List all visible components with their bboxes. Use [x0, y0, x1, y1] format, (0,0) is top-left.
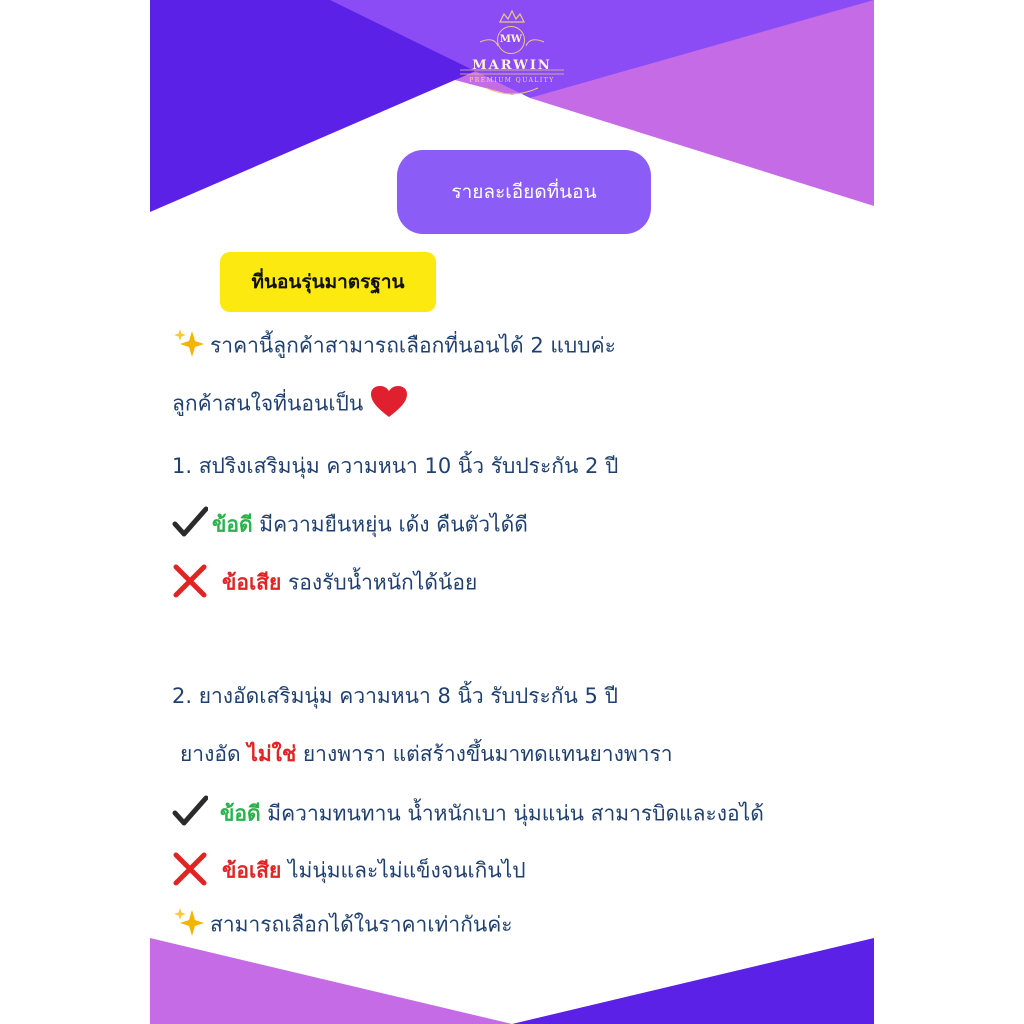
title-button[interactable]: รายละเอียดที่นอน [397, 150, 651, 234]
footer-text: สามารถเลือกได้ในราคาเท่ากันค่ะ [210, 912, 513, 937]
brand-logo [450, 6, 574, 102]
crown-ornament-icon [450, 6, 574, 102]
pro-label: ข้อดี [220, 801, 261, 826]
option-1-con [172, 564, 477, 603]
brand-name: MARWIN [472, 58, 552, 73]
pro-text: มีความยืนหยุ่น เด้ง คืนตัวได้ดี [252, 512, 528, 537]
model-badge: ที่นอนรุ่นมาตรฐาน [220, 252, 436, 312]
option-2-pro [172, 795, 764, 834]
note-emphasis: ไม่ใช่ [247, 742, 297, 766]
footer-line [172, 906, 513, 945]
note-part-c: ยางพารา แต่สร้างขึ้นมาทดแทนยางพารา [296, 742, 673, 766]
intro-text: ราคานี้ลูกค้าสามารถเลือกที่นอนได้ 2 แบบค่ะ [210, 333, 616, 358]
pro-text: มีความทนทาน น้ำหนักเบา นุ่มแน่น สามารบิดและงอได้ [260, 801, 764, 826]
option-1-title: 1. สปริงเสริมนุ่ม ความหนา 10 นิ้ว รับประกัน 2 ปี [172, 454, 619, 478]
sparkles-icon [172, 906, 206, 945]
checkmark-icon [172, 506, 208, 545]
con-text: รองรับน้ำหนักได้น้อย [281, 570, 478, 595]
product-info-card [150, 0, 874, 1024]
cross-icon [172, 852, 208, 891]
option-2-title: 2. ยางอัดเสริมนุ่ม ความหนา 8 นิ้ว รับประกัน 5 ปี [172, 684, 618, 708]
heart-icon [370, 385, 408, 424]
brand-tagline: PREMIUM QUALITY [469, 77, 555, 84]
interest-line [172, 385, 412, 424]
option-1-pro [172, 506, 528, 545]
con-text: ไม่นุ่มและไม่แข็งจนเกินไป [281, 858, 526, 883]
option-2-con [172, 852, 526, 891]
note-part-a: ยางอัด [180, 742, 248, 766]
bottom-left-pink-triangle [150, 938, 512, 1024]
cross-icon [172, 564, 208, 603]
con-label: ข้อเสีย [222, 858, 282, 883]
sparkles-icon [172, 327, 206, 366]
pro-label: ข้อดี [212, 512, 253, 537]
con-label: ข้อเสีย [222, 570, 282, 595]
checkmark-icon [172, 795, 208, 834]
interest-text: ลูกค้าสนใจที่นอนเป็น [172, 391, 364, 416]
brand-monogram: MW [497, 26, 525, 54]
intro-line [172, 327, 616, 366]
option-2-note [180, 738, 673, 771]
